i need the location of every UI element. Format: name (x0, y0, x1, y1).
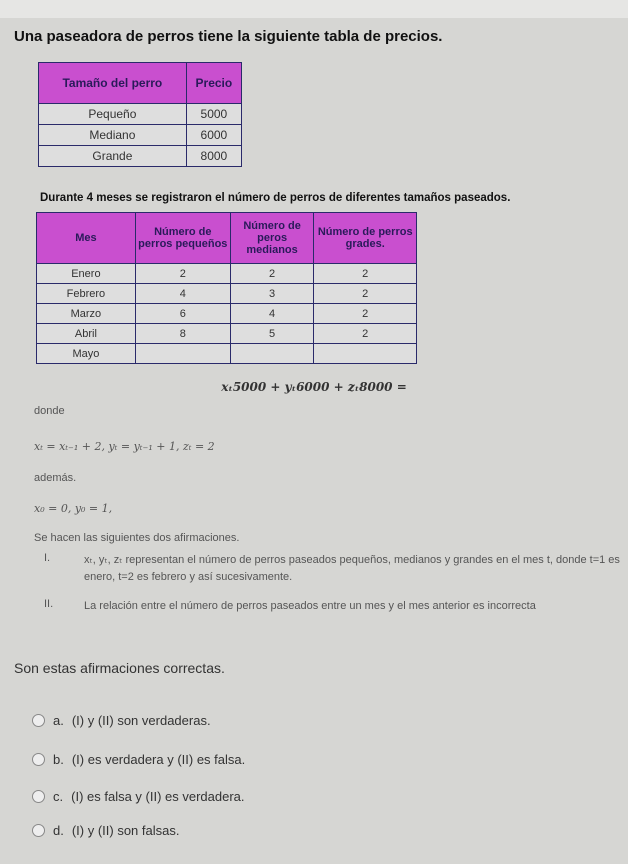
cell: 5000 (186, 104, 241, 125)
option-d[interactable] (32, 823, 179, 838)
cell: 8000 (186, 146, 241, 167)
cell: Pequeño (39, 104, 187, 125)
cell: Mediano (39, 125, 187, 146)
recurrence: xₜ = xₜ₋₁ + 2, yₜ = yₜ₋₁ + 1, zₜ = 2 (34, 440, 215, 453)
statement-2-num: II. (44, 598, 54, 610)
option-text: (I) y (II) son verdaderas. (71, 713, 211, 728)
count-table (36, 212, 417, 364)
cell: 4 (230, 304, 314, 324)
header-medium: Número de peros medianos (230, 213, 314, 264)
cell: Marzo (37, 304, 136, 324)
cell: 2 (314, 264, 417, 284)
option-letter: d. (53, 823, 64, 838)
cell: 2 (230, 264, 314, 284)
option-b[interactable] (32, 752, 245, 767)
donde-label: donde (34, 405, 65, 417)
formula: xₜ5000 + yₜ6000 + zₜ8000 = (221, 380, 407, 394)
question-prompt: Son estas afirmaciones correctas. (14, 660, 225, 676)
cell: 2 (314, 304, 417, 324)
question-title: Una paseadora de perros tiene la siguiente tabla de precios. (14, 28, 443, 45)
cell: 6000 (186, 125, 241, 146)
option-a[interactable] (32, 713, 211, 728)
cell: 4 (135, 284, 230, 304)
radio-button[interactable] (32, 790, 45, 803)
option-letter: b. (53, 752, 64, 767)
header-large: Número de perros grades. (314, 213, 417, 264)
cell: 2 (135, 264, 230, 284)
option-letter: c. (53, 789, 64, 804)
radio-button[interactable] (32, 824, 45, 837)
option-c[interactable] (32, 789, 245, 804)
cell: Febrero (37, 284, 136, 304)
cell: Abril (37, 324, 136, 344)
cell: Grande (39, 146, 187, 167)
price-table (38, 62, 242, 167)
cell: Mayo (37, 344, 136, 364)
cell: 5 (230, 324, 314, 344)
statement-1: xₜ, yₜ, zₜ representan el número de perros paseados pequeños, medianos y grandes en el mes t, donde t=1 es enero, t=2 es febrero y así sucesivamente. (84, 554, 620, 583)
cell: 2 (314, 324, 417, 344)
cell (314, 344, 417, 364)
intro: Se hacen las siguientes dos afirmaciones. (34, 532, 240, 544)
initial-values: x₀ = 0, y₀ = 1, (34, 502, 113, 515)
header-price: Precio (186, 63, 241, 104)
option-letter: a. (53, 713, 64, 728)
radio-button[interactable] (32, 714, 45, 727)
option-text: (I) es verdadera y (II) es falsa. (71, 752, 246, 767)
header-size: Tamaño del perro (39, 63, 187, 104)
cell: 3 (230, 284, 314, 304)
radio-button[interactable] (32, 753, 45, 766)
top-bar (0, 0, 628, 18)
option-text: (I) y (II) son falsas. (71, 823, 180, 838)
statement-1-num: I. (44, 552, 51, 564)
option-text: (I) es falsa y (II) es verdadera. (71, 789, 245, 804)
cell: Enero (37, 264, 136, 284)
ademas-label: además. (34, 472, 77, 484)
header-month: Mes (37, 213, 136, 264)
statement-2: La relación entre el número de perros paseados entre un mes y el mes anterior es incorrecta (84, 600, 536, 612)
header-small: Número de perros pequeños (135, 213, 230, 264)
cell (135, 344, 230, 364)
cell: 6 (135, 304, 230, 324)
cell (230, 344, 314, 364)
cell: 8 (135, 324, 230, 344)
cell: 2 (314, 284, 417, 304)
subtitle: Durante 4 meses se registraron el número de perros de diferentes tamaños paseados. (40, 192, 511, 204)
